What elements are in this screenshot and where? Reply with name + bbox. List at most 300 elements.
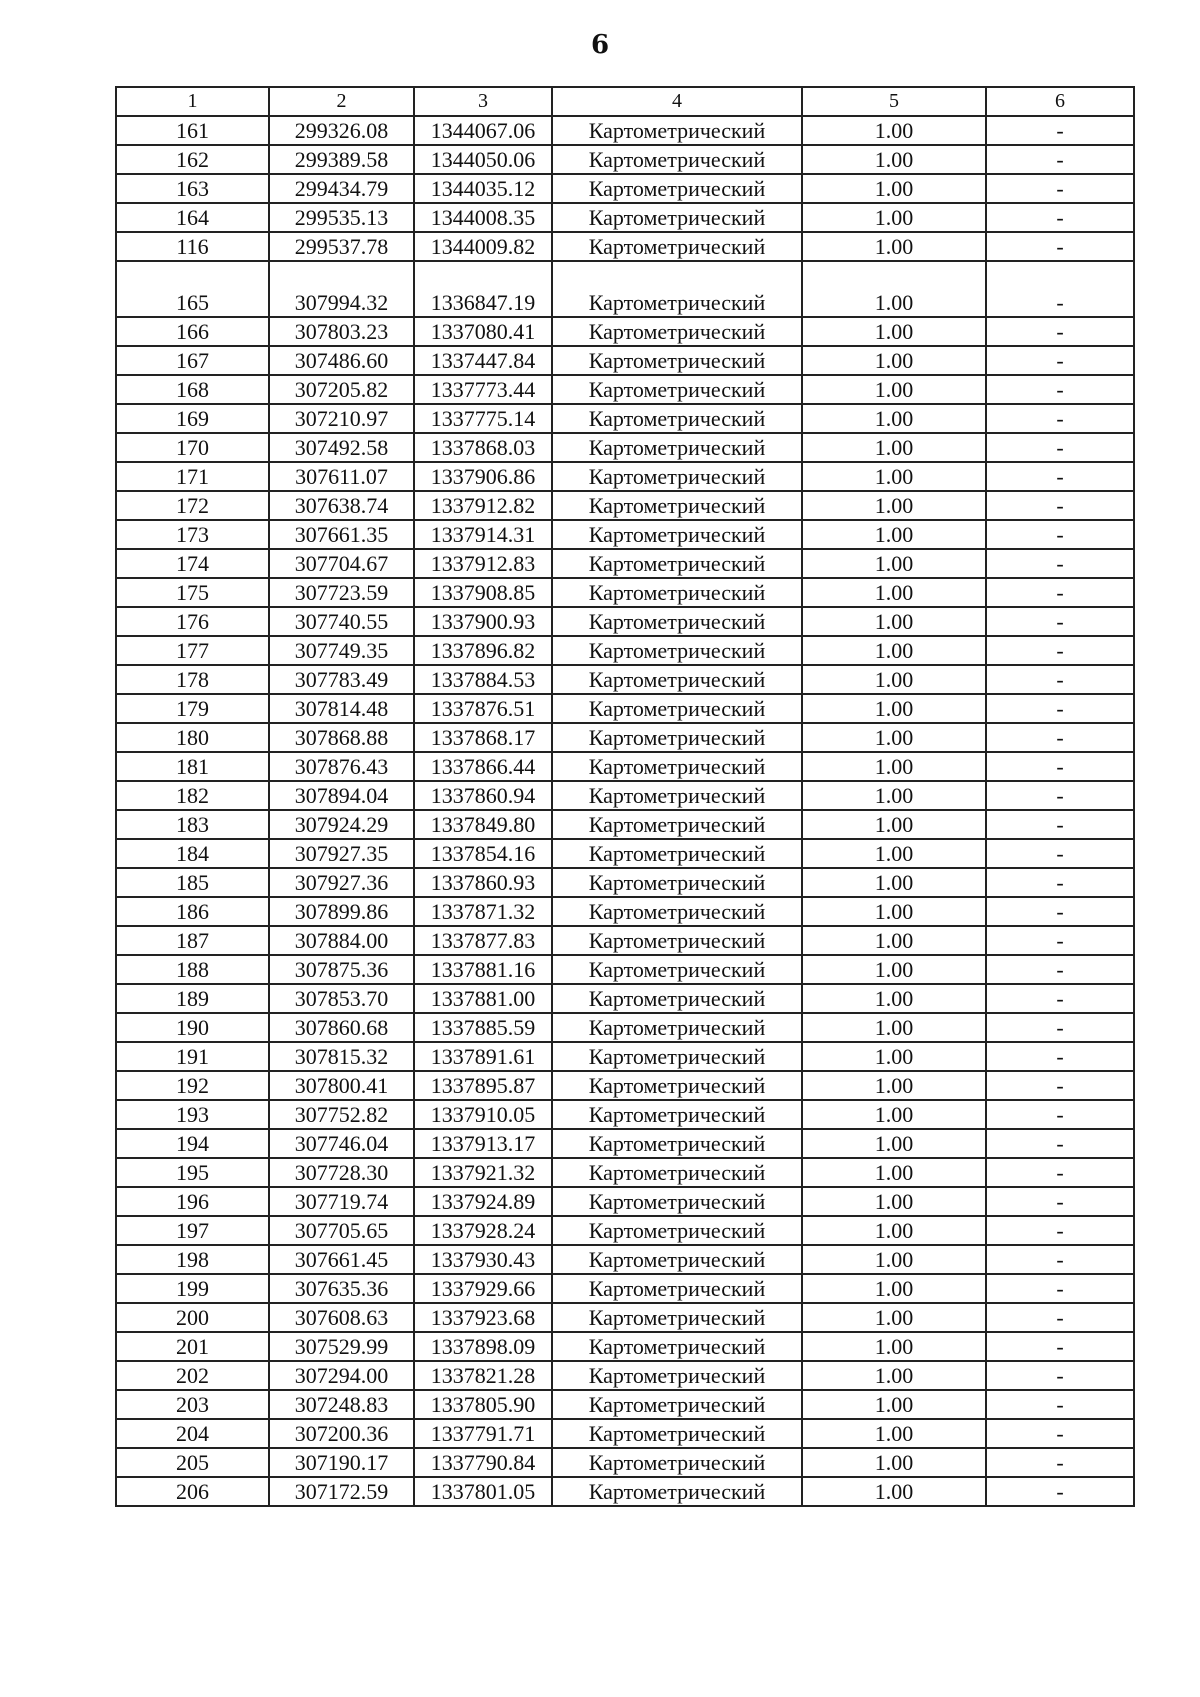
table-cell: - <box>986 203 1134 232</box>
column-header: 5 <box>802 87 986 116</box>
table-row <box>116 1187 1134 1216</box>
table-cell: Картометрический <box>552 1332 802 1361</box>
table-cell: 1337801.05 <box>414 1477 552 1506</box>
table-cell: 203 <box>116 1390 269 1419</box>
table-cell: 169 <box>116 404 269 433</box>
table-cell: Картометрический <box>552 1216 802 1245</box>
table-cell: 1337791.71 <box>414 1419 552 1448</box>
table-cell: 307172.59 <box>269 1477 414 1506</box>
table-cell: 1337910.05 <box>414 1100 552 1129</box>
table-cell: Картометрический <box>552 404 802 433</box>
table-cell: 307608.63 <box>269 1303 414 1332</box>
table-cell: 307783.49 <box>269 665 414 694</box>
table-cell: Картометрический <box>552 375 802 404</box>
table-cell: 299537.78 <box>269 232 414 261</box>
table-cell: 189 <box>116 984 269 1013</box>
table-cell: 1.00 <box>802 897 986 926</box>
table-cell: 1.00 <box>802 520 986 549</box>
table-cell: - <box>986 839 1134 868</box>
table-row <box>116 462 1134 491</box>
table-cell: Картометрический <box>552 1013 802 1042</box>
table-cell: 1.00 <box>802 289 986 317</box>
table-cell: - <box>986 897 1134 926</box>
table-cell: 307200.36 <box>269 1419 414 1448</box>
table-cell: 1.00 <box>802 1332 986 1361</box>
table-row <box>116 781 1134 810</box>
table-cell: 168 <box>116 375 269 404</box>
table-cell: - <box>986 752 1134 781</box>
table-cell: 1.00 <box>802 1071 986 1100</box>
table-cell: 166 <box>116 317 269 346</box>
column-header: 3 <box>414 87 552 116</box>
table-cell: 307661.35 <box>269 520 414 549</box>
table-cell: - <box>986 1245 1134 1274</box>
table-cell: Картометрический <box>552 520 802 549</box>
table-cell: - <box>986 781 1134 810</box>
table-cell: - <box>986 1100 1134 1129</box>
table-cell: 1.00 <box>802 781 986 810</box>
table-cell: 1.00 <box>802 174 986 203</box>
table-cell: 170 <box>116 433 269 462</box>
table-cell: Картометрический <box>552 289 802 317</box>
table-row <box>116 491 1134 520</box>
table-row <box>116 145 1134 174</box>
table-cell: 205 <box>116 1448 269 1477</box>
table-row <box>116 289 1134 317</box>
table-cell: 1337876.51 <box>414 694 552 723</box>
table-cell: 192 <box>116 1071 269 1100</box>
table-cell: 1.00 <box>802 1361 986 1390</box>
empty-cell <box>986 261 1134 289</box>
table-cell: 1.00 <box>802 404 986 433</box>
table-cell: 1.00 <box>802 1419 986 1448</box>
table-cell: Картометрический <box>552 752 802 781</box>
table-cell: - <box>986 955 1134 984</box>
table-cell: - <box>986 636 1134 665</box>
table-cell: 1344067.06 <box>414 116 552 145</box>
table-cell: 1337868.17 <box>414 723 552 752</box>
table-row <box>116 636 1134 665</box>
table-cell: - <box>986 1013 1134 1042</box>
table-cell: 200 <box>116 1303 269 1332</box>
table-cell: 307529.99 <box>269 1332 414 1361</box>
table-cell: 307705.65 <box>269 1216 414 1245</box>
table-cell: 1337923.68 <box>414 1303 552 1332</box>
table-row <box>116 1332 1134 1361</box>
table-cell: 307611.07 <box>269 462 414 491</box>
table-row <box>116 1216 1134 1245</box>
table-cell: 204 <box>116 1419 269 1448</box>
table-cell: 1.00 <box>802 1129 986 1158</box>
table-cell: 307486.60 <box>269 346 414 375</box>
table-row <box>116 1129 1134 1158</box>
table-cell: - <box>986 145 1134 174</box>
table-cell: 174 <box>116 549 269 578</box>
table-cell: - <box>986 1332 1134 1361</box>
table-cell: 307803.23 <box>269 317 414 346</box>
table-cell: 1337821.28 <box>414 1361 552 1390</box>
table-cell: Картометрический <box>552 174 802 203</box>
table-row <box>116 1419 1134 1448</box>
table-cell: 1336847.19 <box>414 289 552 317</box>
table-cell: 176 <box>116 607 269 636</box>
table-cell: 1.00 <box>802 1042 986 1071</box>
table-cell: - <box>986 1129 1134 1158</box>
table-cell: Картометрический <box>552 491 802 520</box>
table-row <box>116 984 1134 1013</box>
table-cell: Картометрический <box>552 1390 802 1419</box>
table-cell: - <box>986 346 1134 375</box>
table-cell: Картометрический <box>552 346 802 375</box>
table-cell: Картометрический <box>552 868 802 897</box>
table-cell: 307635.36 <box>269 1274 414 1303</box>
table-cell: 179 <box>116 694 269 723</box>
table-cell: 1.00 <box>802 636 986 665</box>
table-cell: 164 <box>116 203 269 232</box>
table-cell: 1.00 <box>802 1100 986 1129</box>
table-cell: - <box>986 1361 1134 1390</box>
table-cell: 307752.82 <box>269 1100 414 1129</box>
table-cell: 1337773.44 <box>414 375 552 404</box>
table-cell: 188 <box>116 955 269 984</box>
table-cell: 307749.35 <box>269 636 414 665</box>
table-cell: Картометрический <box>552 1477 802 1506</box>
table-cell: Картометрический <box>552 955 802 984</box>
table-cell: 1.00 <box>802 1158 986 1187</box>
table-cell: 1337884.53 <box>414 665 552 694</box>
empty-cell <box>802 261 986 289</box>
table-row <box>116 520 1134 549</box>
table-cell: Картометрический <box>552 984 802 1013</box>
table-cell: 1.00 <box>802 926 986 955</box>
table-cell: Картометрический <box>552 810 802 839</box>
table-cell: 1337895.87 <box>414 1071 552 1100</box>
table-cell: 1337805.90 <box>414 1390 552 1419</box>
table-cell: - <box>986 1419 1134 1448</box>
table-cell: 163 <box>116 174 269 203</box>
table-cell: 1.00 <box>802 1303 986 1332</box>
table-cell: Картометрический <box>552 145 802 174</box>
table-cell: 1.00 <box>802 578 986 607</box>
table-cell: 1337885.59 <box>414 1013 552 1042</box>
table-cell: 307800.41 <box>269 1071 414 1100</box>
table-cell: Картометрический <box>552 839 802 868</box>
table-cell: Картометрический <box>552 636 802 665</box>
table-cell: 307740.55 <box>269 607 414 636</box>
table-cell: 1337790.84 <box>414 1448 552 1477</box>
table-cell: 1337877.83 <box>414 926 552 955</box>
table-cell: - <box>986 723 1134 752</box>
table-cell: 307728.30 <box>269 1158 414 1187</box>
table-cell: 1.00 <box>802 1216 986 1245</box>
separator-row <box>116 261 1134 289</box>
table-cell: 1.00 <box>802 955 986 984</box>
table-cell: 172 <box>116 491 269 520</box>
table-row <box>116 375 1134 404</box>
table-header <box>116 87 1134 116</box>
table-cell: Картометрический <box>552 897 802 926</box>
table-cell: Картометрический <box>552 1100 802 1129</box>
table-cell: - <box>986 520 1134 549</box>
coordinates-table <box>115 86 1135 1507</box>
table-cell: 1.00 <box>802 549 986 578</box>
table-cell: 178 <box>116 665 269 694</box>
table-cell: 307638.74 <box>269 491 414 520</box>
table-cell: 1.00 <box>802 491 986 520</box>
table-cell: Картометрический <box>552 203 802 232</box>
table-cell: 1337871.32 <box>414 897 552 926</box>
table-cell: 162 <box>116 145 269 174</box>
table-cell: 307853.70 <box>269 984 414 1013</box>
table-cell: - <box>986 1071 1134 1100</box>
table-cell: 1337906.86 <box>414 462 552 491</box>
table-cell: 180 <box>116 723 269 752</box>
table-row <box>116 578 1134 607</box>
table-cell: Картометрический <box>552 1071 802 1100</box>
table-cell: 1337912.83 <box>414 549 552 578</box>
table-cell: 307704.67 <box>269 549 414 578</box>
table-cell: 195 <box>116 1158 269 1187</box>
table-cell: 183 <box>116 810 269 839</box>
table-cell: 1.00 <box>802 1245 986 1274</box>
table-cell: 299389.58 <box>269 145 414 174</box>
table-cell: 307205.82 <box>269 375 414 404</box>
table-cell: Картометрический <box>552 549 802 578</box>
table-cell: 1.00 <box>802 462 986 491</box>
table-cell: 161 <box>116 116 269 145</box>
table-cell: Картометрический <box>552 1042 802 1071</box>
table-row <box>116 665 1134 694</box>
table-cell: 1344008.35 <box>414 203 552 232</box>
table-cell: 307884.00 <box>269 926 414 955</box>
table-cell: 197 <box>116 1216 269 1245</box>
table-row <box>116 926 1134 955</box>
table-cell: 1.00 <box>802 984 986 1013</box>
table-cell: 1.00 <box>802 868 986 897</box>
table-cell: 202 <box>116 1361 269 1390</box>
table-cell: 1337860.93 <box>414 868 552 897</box>
table-cell: 186 <box>116 897 269 926</box>
table-row <box>116 1477 1134 1506</box>
table-cell: 1.00 <box>802 145 986 174</box>
table-cell: 177 <box>116 636 269 665</box>
table-cell: - <box>986 926 1134 955</box>
table-cell: 1.00 <box>802 1013 986 1042</box>
table-cell: 165 <box>116 289 269 317</box>
table-cell: Картометрический <box>552 1419 802 1448</box>
table-cell: 307875.36 <box>269 955 414 984</box>
table-cell: 1337908.85 <box>414 578 552 607</box>
table-cell: Картометрический <box>552 723 802 752</box>
table-cell: 1.00 <box>802 694 986 723</box>
table-cell: 191 <box>116 1042 269 1071</box>
table-row <box>116 810 1134 839</box>
table-cell: 1337913.17 <box>414 1129 552 1158</box>
table-cell: - <box>986 375 1134 404</box>
table-row <box>116 607 1134 636</box>
table-cell: - <box>986 491 1134 520</box>
table-cell: 307927.36 <box>269 868 414 897</box>
table-cell: 1337921.32 <box>414 1158 552 1187</box>
column-header: 4 <box>552 87 802 116</box>
table-cell: - <box>986 1216 1134 1245</box>
table-row <box>116 1100 1134 1129</box>
table-cell: 299535.13 <box>269 203 414 232</box>
table-row <box>116 1448 1134 1477</box>
empty-cell <box>269 261 414 289</box>
table-row <box>116 1071 1134 1100</box>
table-cell: 1.00 <box>802 1187 986 1216</box>
table-cell: Картометрический <box>552 926 802 955</box>
table-cell: 1337928.24 <box>414 1216 552 1245</box>
table-row <box>116 839 1134 868</box>
table-row <box>116 232 1134 261</box>
table-row <box>116 203 1134 232</box>
table-cell: Картометрический <box>552 462 802 491</box>
table-cell: 1337866.44 <box>414 752 552 781</box>
table-cell: 1337868.03 <box>414 433 552 462</box>
table-row <box>116 1390 1134 1419</box>
table-row <box>116 1303 1134 1332</box>
table-row <box>116 174 1134 203</box>
empty-cell <box>116 261 269 289</box>
table-row <box>116 897 1134 926</box>
table-cell: 307294.00 <box>269 1361 414 1390</box>
table-cell: 1.00 <box>802 203 986 232</box>
table-cell: 1.00 <box>802 752 986 781</box>
table-cell: 307746.04 <box>269 1129 414 1158</box>
table-cell: Картометрический <box>552 1361 802 1390</box>
table-cell: 307927.35 <box>269 839 414 868</box>
table-cell: - <box>986 1448 1134 1477</box>
table-cell: 1.00 <box>802 433 986 462</box>
table-cell: 1337914.31 <box>414 520 552 549</box>
table-cell: 1337775.14 <box>414 404 552 433</box>
table-cell: 201 <box>116 1332 269 1361</box>
table-cell: - <box>986 116 1134 145</box>
table-cell: - <box>986 1390 1134 1419</box>
table-cell: 299326.08 <box>269 116 414 145</box>
table-cell: - <box>986 174 1134 203</box>
empty-cell <box>552 261 802 289</box>
table-cell: - <box>986 578 1134 607</box>
table-cell: - <box>986 984 1134 1013</box>
table-cell: - <box>986 232 1134 261</box>
table-cell: - <box>986 1303 1134 1332</box>
table-cell: Картометрический <box>552 1245 802 1274</box>
table-cell: 193 <box>116 1100 269 1129</box>
table-row <box>116 723 1134 752</box>
table-cell: 1337860.94 <box>414 781 552 810</box>
table-cell: - <box>986 289 1134 317</box>
table-cell: 1344009.82 <box>414 232 552 261</box>
table-row <box>116 752 1134 781</box>
table-cell: 1337881.16 <box>414 955 552 984</box>
table-body <box>116 116 1134 1506</box>
table-cell: 307924.29 <box>269 810 414 839</box>
empty-cell <box>414 261 552 289</box>
table-cell: 1337924.89 <box>414 1187 552 1216</box>
table-cell: Картометрический <box>552 232 802 261</box>
table-cell: Картометрический <box>552 317 802 346</box>
table-cell: 196 <box>116 1187 269 1216</box>
table-cell: 173 <box>116 520 269 549</box>
table-cell: 175 <box>116 578 269 607</box>
table-cell: 187 <box>116 926 269 955</box>
table-cell: 1.00 <box>802 810 986 839</box>
table-cell: - <box>986 868 1134 897</box>
table-cell: Картометрический <box>552 1129 802 1158</box>
table-cell: 1344050.06 <box>414 145 552 174</box>
table-cell: 1.00 <box>802 346 986 375</box>
table-cell: 1.00 <box>802 1477 986 1506</box>
table-cell: - <box>986 1187 1134 1216</box>
table-cell: Картометрический <box>552 665 802 694</box>
table-row <box>116 346 1134 375</box>
table-cell: 1.00 <box>802 1274 986 1303</box>
table-row <box>116 1245 1134 1274</box>
table-cell: 307248.83 <box>269 1390 414 1419</box>
table-cell: 307661.45 <box>269 1245 414 1274</box>
table-cell: 1337881.00 <box>414 984 552 1013</box>
table-cell: 307876.43 <box>269 752 414 781</box>
table-cell: 1.00 <box>802 1448 986 1477</box>
table-row <box>116 1042 1134 1071</box>
table-cell: Картометрический <box>552 607 802 636</box>
table-cell: 1337898.09 <box>414 1332 552 1361</box>
table-cell: 1344035.12 <box>414 174 552 203</box>
table-cell: 190 <box>116 1013 269 1042</box>
table-cell: 194 <box>116 1129 269 1158</box>
table-cell: Картометрический <box>552 1274 802 1303</box>
table-cell: 1.00 <box>802 723 986 752</box>
table-cell: - <box>986 1477 1134 1506</box>
table-cell: 1337896.82 <box>414 636 552 665</box>
column-header: 2 <box>269 87 414 116</box>
table-cell: 1337930.43 <box>414 1245 552 1274</box>
table-cell: 1337080.41 <box>414 317 552 346</box>
table-cell: 307868.88 <box>269 723 414 752</box>
table-cell: 182 <box>116 781 269 810</box>
table-cell: 1.00 <box>802 232 986 261</box>
column-header: 1 <box>116 87 269 116</box>
table-cell: - <box>986 694 1134 723</box>
table-cell: - <box>986 433 1134 462</box>
table-cell: - <box>986 1042 1134 1071</box>
table-row <box>116 1013 1134 1042</box>
table-cell: Картометрический <box>552 433 802 462</box>
table-cell: - <box>986 810 1134 839</box>
table-cell: Картометрический <box>552 781 802 810</box>
table-cell: 206 <box>116 1477 269 1506</box>
table-row <box>116 404 1134 433</box>
table-row <box>116 549 1134 578</box>
table-cell: 307899.86 <box>269 897 414 926</box>
table-row <box>116 317 1134 346</box>
table-cell: 171 <box>116 462 269 491</box>
table-row <box>116 116 1134 145</box>
table-cell: 181 <box>116 752 269 781</box>
table-cell: 184 <box>116 839 269 868</box>
table-cell: Картометрический <box>552 1448 802 1477</box>
table-cell: - <box>986 1158 1134 1187</box>
table-cell: 1337912.82 <box>414 491 552 520</box>
table-row <box>116 1361 1134 1390</box>
table-cell: 185 <box>116 868 269 897</box>
table-cell: 1337929.66 <box>414 1274 552 1303</box>
table-cell: - <box>986 404 1134 433</box>
page-number: 6 <box>590 30 610 60</box>
